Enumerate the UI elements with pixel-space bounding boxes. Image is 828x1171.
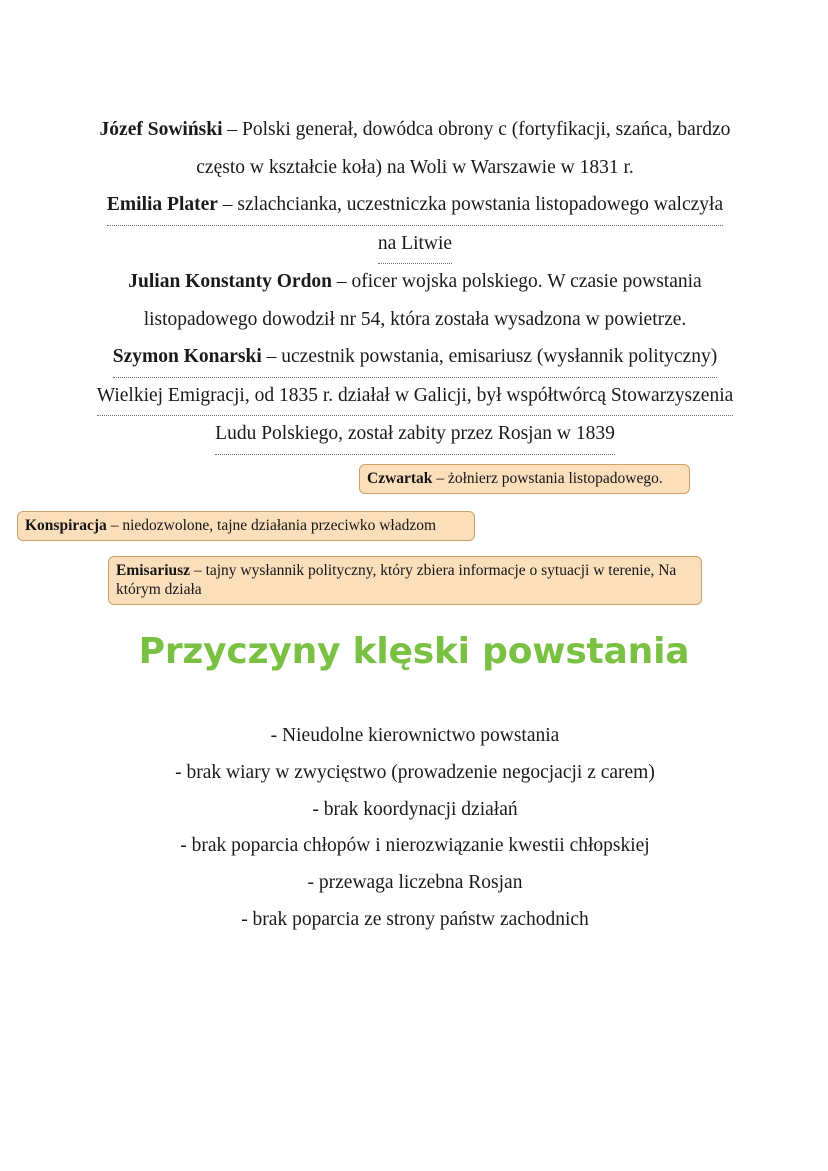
definition-line	[70, 226, 760, 265]
term-box-definition: – tajny wysłannik polityczny, który zbiera informacje o sytuacji w terenie, Na którym działa	[116, 562, 677, 598]
section-heading: Przyczyny klęski powstania	[138, 631, 690, 672]
definition-line	[70, 416, 760, 455]
definition-text: Wielkiej Emigracji, od 1835 r. działał w Galicji, był współtwórcą Stowarzyszenia	[96, 384, 734, 406]
definition-text: Ludu Polskiego, został zabity przez Rosjan w 1839	[215, 423, 615, 444]
definition-text: na Litwie	[377, 232, 453, 254]
reasons-list	[70, 718, 760, 939]
definition-text: – uczestnik powstania, emisariusz (wysłannik polityczny)	[261, 346, 718, 367]
term-box-emisariusz	[108, 556, 702, 605]
term-box-definition: – żołnierz powstania listopadowego.	[432, 470, 663, 487]
definition-konarski	[70, 339, 760, 455]
term-box-label: Konspiracja	[25, 517, 107, 534]
definition-line	[70, 339, 760, 378]
definition-line	[70, 302, 760, 340]
term-box-label: Czwartak	[367, 470, 433, 487]
definition-plater	[70, 187, 760, 264]
definition-line	[70, 112, 760, 150]
definition-term: Julian Konstanty Ordon	[128, 271, 333, 292]
definition-text: listopadowego dowodził nr 54, która została wysadzona w powietrze.	[143, 308, 687, 330]
reason-item: - Nieudolne kierownictwo powstania	[270, 725, 560, 746]
reason-item: - brak koordynacji działań	[312, 798, 518, 820]
definitions-block	[70, 112, 760, 455]
reason-item: - przewaga liczebna Rosjan	[307, 872, 523, 894]
term-box-definition: – niedozwolone, tajne działania przeciwko władzom	[106, 517, 437, 534]
reason-item: - brak wiary w zwycięstwo (prowadzenie negocjacji z carem)	[175, 761, 655, 783]
definition-term: Szymon Konarski	[112, 346, 262, 367]
definition-text: często w kształcie koła) na Woli w Warszawie w 1831 r.	[196, 156, 634, 178]
term-box-czwartak	[359, 464, 690, 494]
definition-sowinski	[70, 112, 760, 187]
definition-line	[70, 378, 760, 417]
term-box-konspiracja	[17, 511, 475, 541]
definition-term: Emilia Plater	[106, 194, 218, 215]
definition-text: – szlachcianka, uczestniczka powstania listopadowego walczyła	[217, 194, 724, 215]
definition-ordon	[70, 264, 760, 339]
definition-line	[70, 264, 760, 302]
definition-line	[70, 150, 760, 188]
term-box-label: Emisariusz	[116, 562, 191, 579]
definition-line	[70, 187, 760, 226]
definition-text: – Polski generał, dowódca obrony c (fortyfikacji, szańca, bardzo	[222, 119, 731, 140]
reason-item: - brak poparcia chłopów i nierozwiązanie kwestii chłopskiej	[180, 835, 650, 857]
definition-text: – oficer wojska polskiego. W czasie powstania	[332, 271, 702, 292]
reason-item: - brak poparcia ze strony państw zachodnich	[241, 908, 589, 930]
definition-term: Józef Sowiński	[99, 119, 223, 140]
